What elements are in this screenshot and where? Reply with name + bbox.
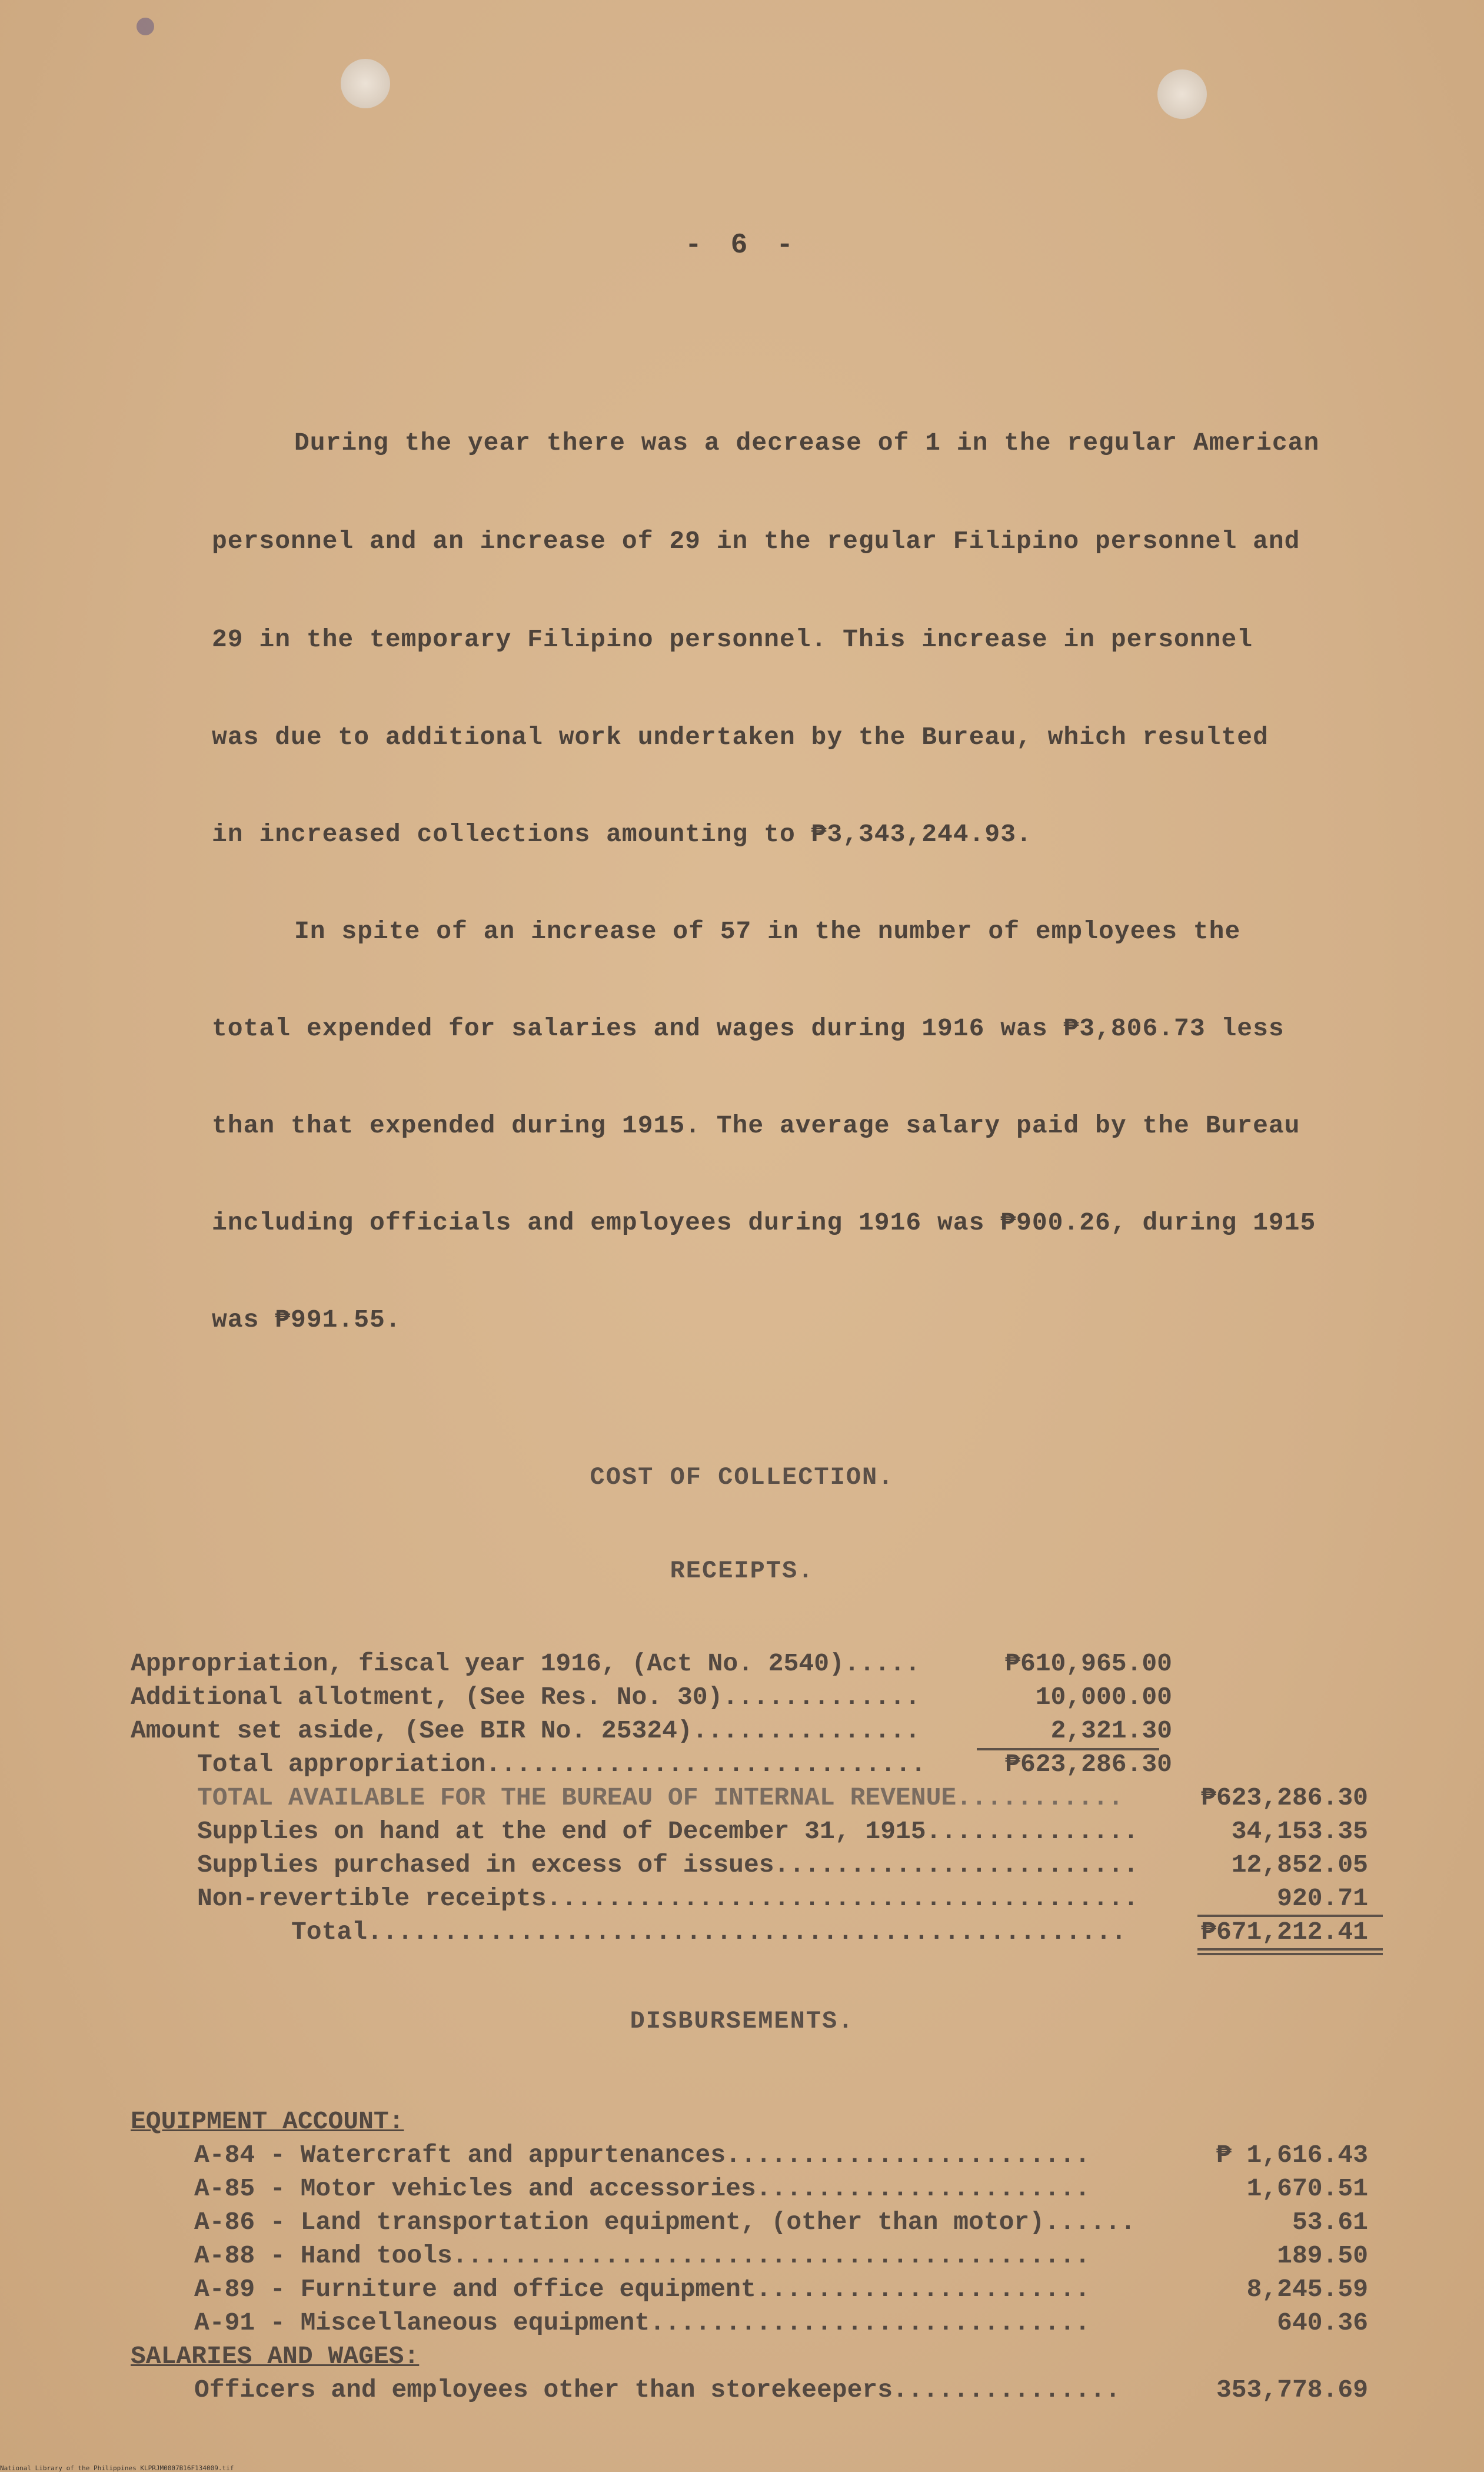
row-amount: 53.61 (1292, 2208, 1368, 2237)
paragraph-line: In spite of an increase of 57 in the number of employees the (294, 917, 1241, 946)
row-amount: 34,153.35 (1231, 1817, 1368, 1846)
double-rule-top (1197, 1948, 1383, 1951)
paragraph-line: 29 in the temporary Filipino personnel. This increase in personnel (212, 625, 1253, 654)
punch-hole-left (341, 59, 390, 108)
row-amount: 920.71 (1277, 1884, 1368, 1913)
row-label: Additional allotment, (See Res. No. 30)............. (131, 1683, 920, 1712)
receipts-heading: RECEIPTS. (670, 1557, 814, 1585)
row-label: Non-revertible receipts....................................... (197, 1884, 1139, 1913)
row-label: A-84 - Watercraft and appurtenances........................ (194, 2141, 1090, 2169)
row-label: A-89 - Furniture and office equipment...................... (194, 2275, 1090, 2304)
row-amount: 12,852.05 (1231, 1850, 1368, 1879)
row-label: TOTAL AVAILABLE FOR THE BUREAU OF INTERNAL REVENUE........... (197, 1783, 1124, 1812)
row-label: A-88 - Hand tools.......................................... (194, 2241, 1090, 2270)
equipment-account-heading: EQUIPMENT ACCOUNT: (131, 2107, 404, 2136)
row-label: A-86 - Land transportation equipment, (other than motor)...... (194, 2208, 1136, 2237)
row-amount: 353,778.69 (1216, 2375, 1368, 2404)
paragraph-line: total expended for salaries and wages during 1916 was ₱3,806.73 less (212, 1014, 1285, 1043)
paragraph-line: in increased collections amounting to ₱3,343,244.93. (212, 820, 1032, 849)
section-title: COST OF COLLECTION. (590, 1463, 894, 1491)
row-amount: 1,670.51 (1246, 2174, 1368, 2203)
row-label: Appropriation, fiscal year 1916, (Act No. 2540)..... (131, 1649, 920, 1678)
row-amount: 640.36 (1277, 2308, 1368, 2337)
row-amount: ₱623,286.30 (1005, 1750, 1172, 1779)
row-amount: 2,321.30 (1050, 1716, 1172, 1745)
paragraph-line: personnel and an increase of 29 in the regular Filipino personnel and (212, 527, 1300, 556)
salaries-wages-heading: SALARIES AND WAGES: (131, 2342, 420, 2371)
row-label: Amount set aside, (See BIR No. 25324)............... (131, 1716, 920, 1745)
archive-footer: National Library of the Philippines KLPRJM0007B16F134009.tif (0, 2464, 234, 2472)
row-amount: 10,000.00 (1035, 1683, 1172, 1712)
row-label: Total.................................................. (291, 1918, 1127, 1946)
row-amount: ₱671,212.41 (1201, 1918, 1368, 1946)
ink-speck (137, 18, 154, 35)
page-number: - 6 - (684, 230, 800, 261)
punch-hole-right (1157, 69, 1207, 119)
paragraph-line: was ₱991.55. (212, 1305, 401, 1334)
row-label: Supplies purchased in excess of issues........................ (197, 1850, 1139, 1879)
total-rule (1197, 1915, 1383, 1917)
row-amount: 189.50 (1277, 2241, 1368, 2270)
row-label: A-91 - Miscellaneous equipment............................. (194, 2308, 1090, 2337)
row-label: Supplies on hand at the end of December 31, 1915.............. (197, 1817, 1139, 1846)
disbursements-heading: DISBURSEMENTS. (630, 2007, 854, 2035)
row-amount: ₱ 1,616.43 (1216, 2141, 1368, 2169)
paragraph-line: During the year there was a decrease of 1 in the regular American (294, 428, 1320, 457)
row-label: Total appropriation............................. (197, 1750, 926, 1779)
row-amount: 8,245.59 (1246, 2275, 1368, 2304)
paragraph-line: including officials and employees during 1916 was ₱900.26, during 1915 (212, 1208, 1316, 1237)
row-label: A-85 - Motor vehicles and accessories...................... (194, 2174, 1090, 2203)
row-amount: ₱610,965.00 (1005, 1649, 1172, 1678)
paragraph-line: was due to additional work undertaken by the Bureau, which resulted (212, 723, 1269, 752)
double-rule-bottom (1197, 1953, 1383, 1955)
paragraph-line: than that expended during 1915. The average salary paid by the Bureau (212, 1111, 1300, 1140)
row-amount: ₱623,286.30 (1201, 1783, 1368, 1812)
row-label: Officers and employees other than storekeepers............... (194, 2375, 1121, 2404)
